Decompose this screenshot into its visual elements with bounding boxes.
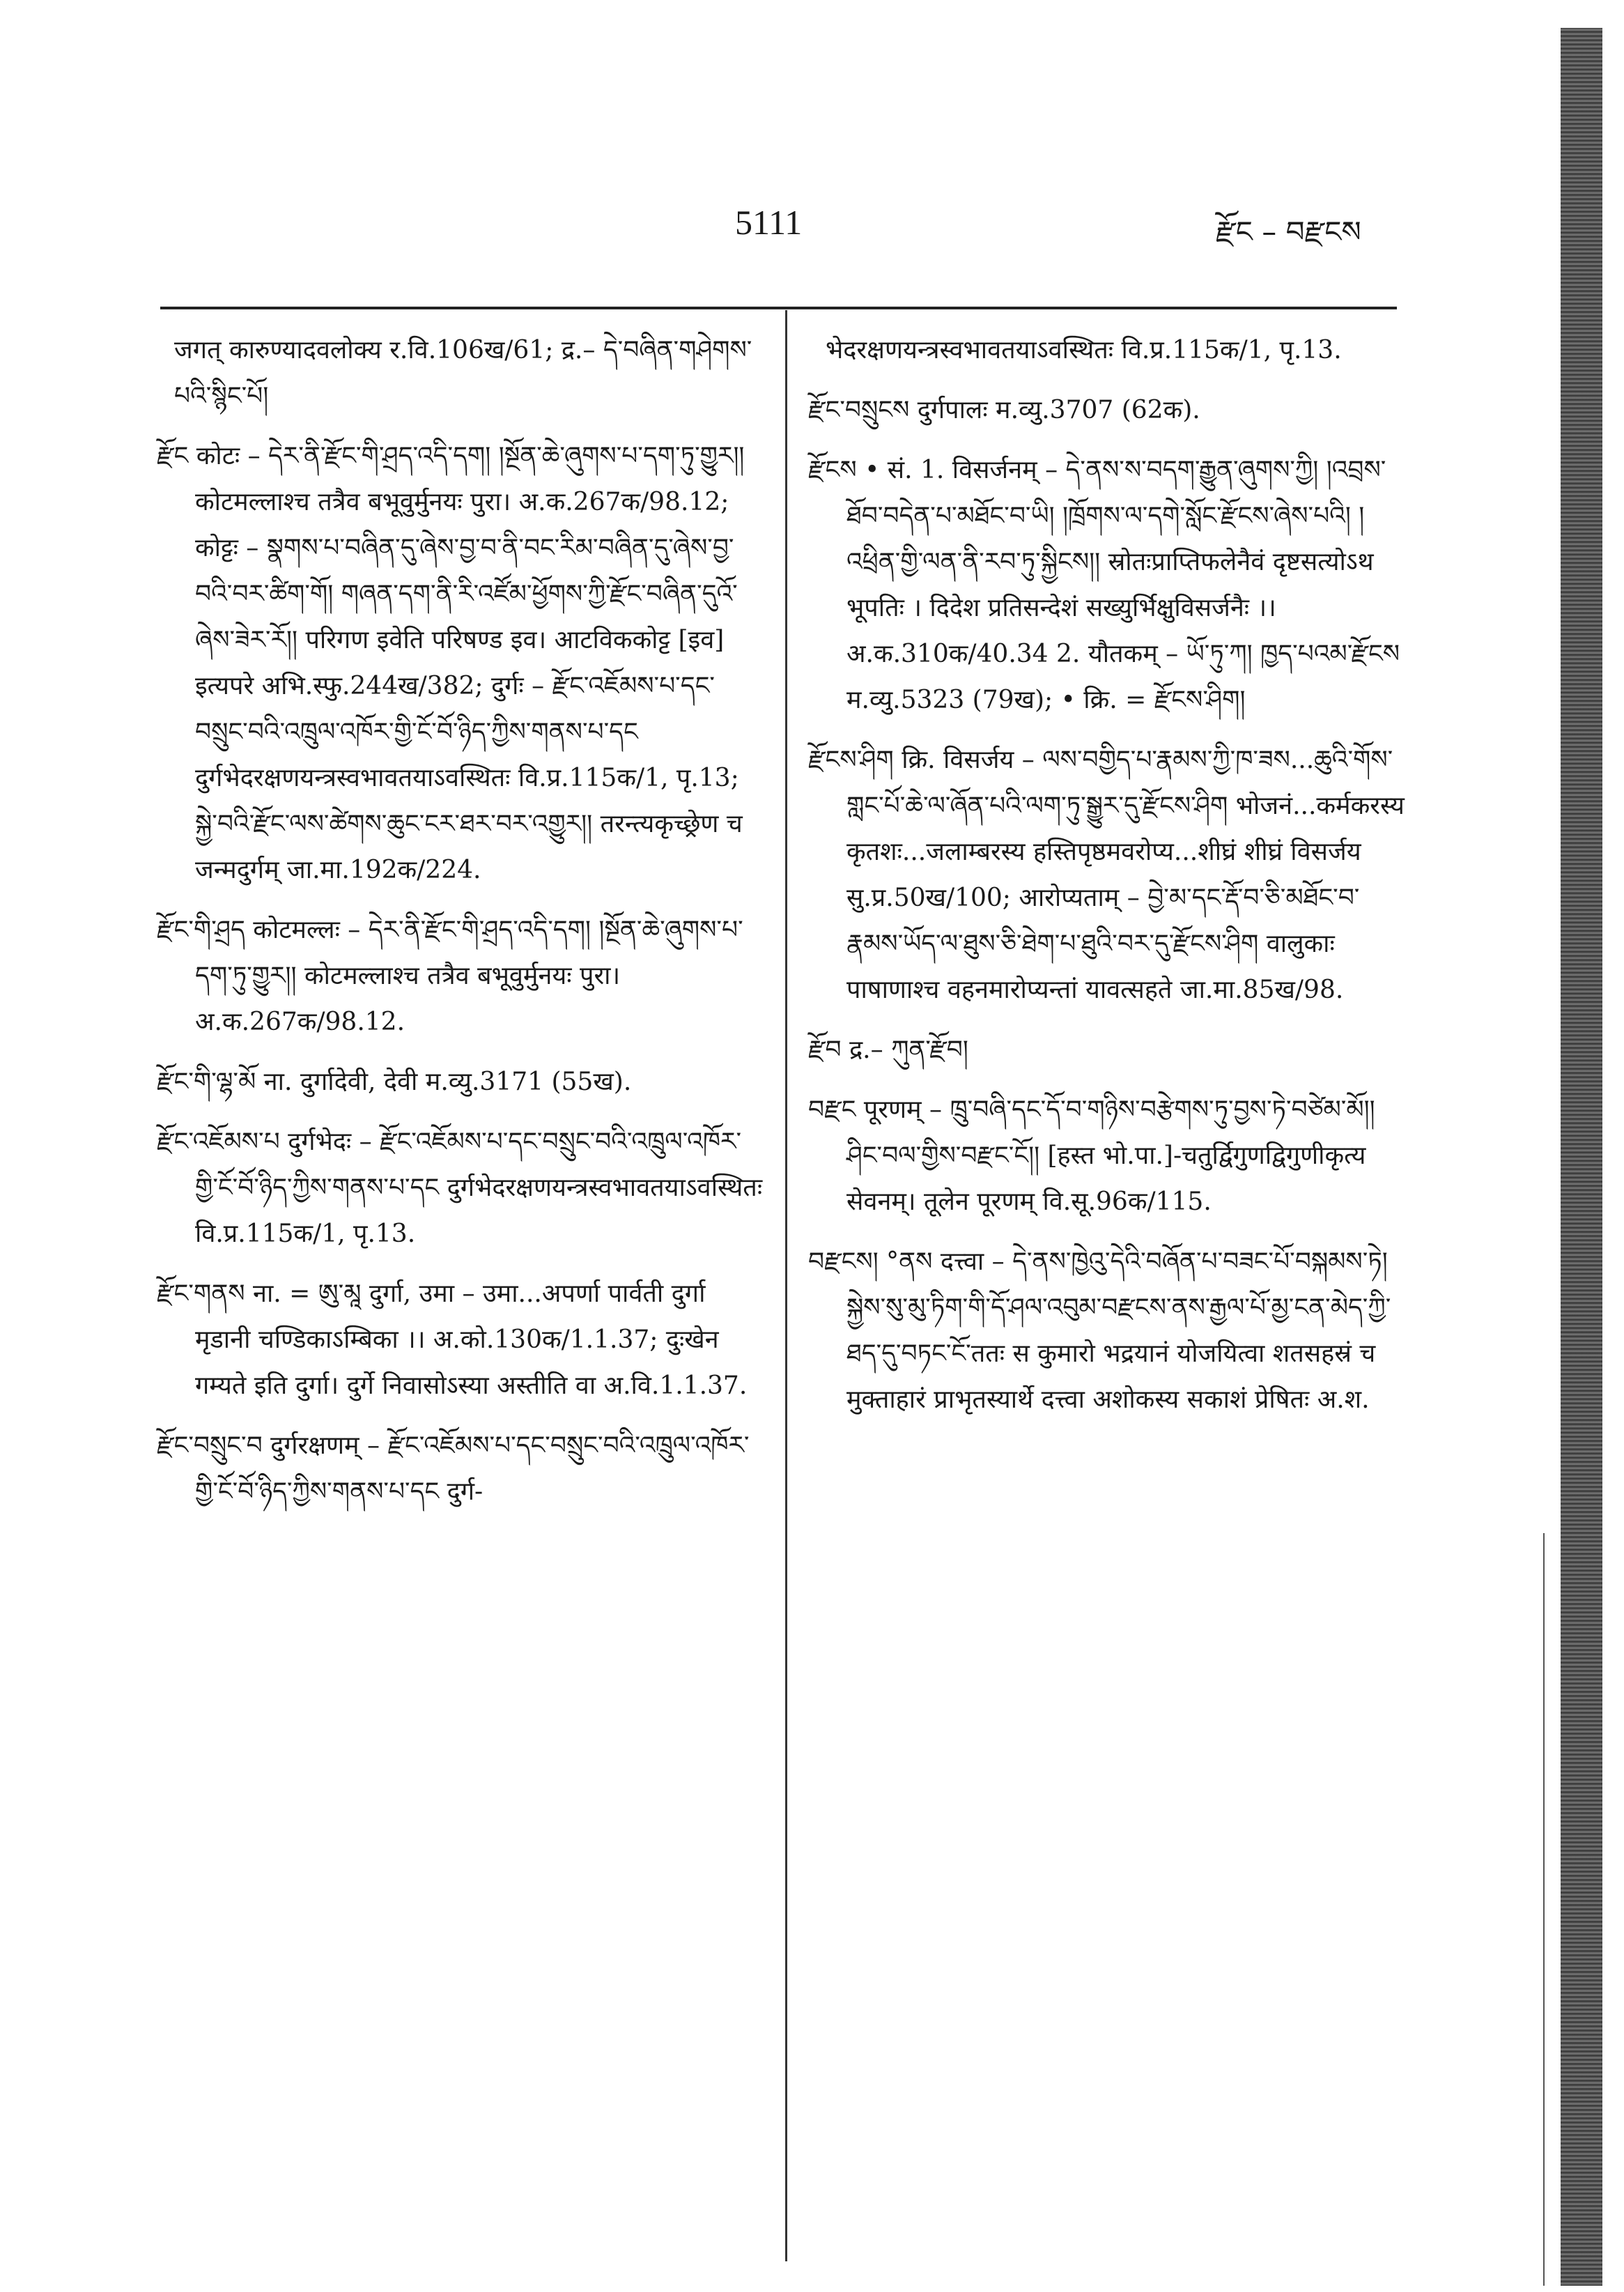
- dictionary-entry: རྫོང་འཇོམས་པ दुर्गभेदः – རྫོང་འཇོམས་པ་དང་བསྲུང་བའི་འཁྲུལ་འཁོར་གྱི་ངོ་བོ་ཉིད་ཀྱིས་གནས་པ་དང दुर्गभेदरक्षणयन्त्रस्वभावतयाऽवस्थितः वि.प्र.115क/1, पृ.13.: [157, 1128, 763, 1248]
- dictionary-entry: རྫོང་བསྲུང་བ दुर्गरक्षणम् – རྫོང་འཇོམས་པ་དང་བསྲུང་བའི་འཁྲུལ་འཁོར་གྱི་ངོ་བོ་ཉིད་ཀྱིས་གནས་པ་དང दुर्ग-: [157, 1431, 750, 1506]
- dictionary-entry: བརྫང पूरणम् – ཁྲུ་བཞི་དང་དོ་བ་གཉིས་བརྩེགས་ཏུ་བྱས་ཏེ་བཙེམ་མོ།། ཤིང་བལ་གྱིས་བརྫང་ངོ།། [हस्त भो.पा.]-चतुर्द्विगुणद्विगुणीकृत्य सेवनम्। तूलेन पूरणम् वि.सू.96क/115.: [808, 1095, 1375, 1216]
- header-rule: [160, 307, 1397, 309]
- scan-edge-strip: [1561, 28, 1602, 2286]
- running-head: རྫོང – བརྫངས: [1216, 215, 1361, 249]
- dictionary-entry: རྫོང कोटः – དེར་ནི་རྫོང་གི་ཤྲད་འདི་དག། །སྔོན་ཆེ་ཞུགས་པ་དག་ཏུ་གྱུར།། कोटमल्लाश्च तत्रैव बभूवुर्मुनयः पुरा। अ.क.267क/98.12; कोट्टः – སྣགས་པ་བཞིན་དུ་ཞེས་བྱ་བ་ནི་བང་རིམ་བཞིན་དུ་ཞེས་བྱ་བའི་བར་ཚིག་གོ། གཞན་དག་ནི་རི་འཛོམ་ཕྱོགས་ཀྱི་རྫོང་བཞིན་དུའོ་ཞེས་ཟེར་རོ།། परिगण इवेति परिषण्ड इव। आटविककोट्ट [इव] इत्यपरे अभि.स्फु.244ख/382; दुर्गः – རྫོང་འཇོམས་པ་དང་བསྲུང་བའི་འཁྲུལ་འཁོར་གྱི་ངོ་བོ་ཉིད་ཀྱིས་གནས་པ་དང दुर्गभेदरक्षणयन्त्रस्वभावतयाऽवस्थितः वि.प्र.115क/1, पृ.13; སྐྱེ་བའི་རྫོང་ལས་ཚེགས་ཆུང་ངར་ཐར་བར་འགྱུར།། तरन्त्यकृच्छ्रेण च जन्मदुर्गम् जा.मा.192क/224.: [157, 442, 745, 884]
- dictionary-entry: རྫོབ द्र.– ཀུན་རྫོབ།: [808, 1036, 968, 1064]
- dictionary-entry: རྫོང་གི་ཤྲད कोटमल्लः – དེར་ནི་རྫོང་གི་ཤྲད་འདི་དག། །སྔོན་ཆེ་ཞུགས་པ་དག་ཏུ་གྱུར།། कोटमल्लाश्च तत्रैव बभूवुर्मुनयः पुरा। अ.क.267क/98.12.: [157, 916, 743, 1036]
- dictionary-entry: རྫོངས • सं. 1. विसर्जनम् – དེ་ནས་ས་བདག་རྒྱུན་ཞུགས་ཀྱི། །འབྲས་ཐོབ་བདེན་པ་མཐོང་བ་ཡི། །ཁྲོགས་ལ་དགེ་སློང་རྫོངས་ཞེས་པའི། །འཕྲིན་གྱི་ལན་ནི་རབ་ཏུ་སྐྱིངས།། स्रोतःप्राप्तिफलेनैवं दृष्टसत्योऽथ भूपतिः । दिदेश प्रतिसन्देशं सख्युर्भिक्षुविसर्जनैः ।। अ.क.310क/40.34 2. यौतकम् – ཡོ་ཏུ་ཀ། ཁྱད་པའམ་རྫོངས म.व्यु.5323 (79ख); • क्रि. = རྫོངས་ཤིག།: [808, 456, 1400, 714]
- dictionary-entry: भेदरक्षणयन्त्रस्वभावतयाऽवस्थितः वि.प्र.115क/1, पृ.13.: [826, 336, 1342, 364]
- scan-edge-line: [1543, 1533, 1545, 2286]
- dictionary-entry: རྫོངས་ཤིག क्रि. विसर्जय – ལས་བགྱིད་པ་རྣམས་ཀྱི་ཁ་ཟས...ཆུའི་གོས་གླང་པོ་ཆེ་ལ་ཞོན་པའི་ལག་ཏུ་སྒྱུར་དུ་རྫོངས་ཤིག भोजनं...कर्मकरस्य कृतशः...जलाम्बरस्य हस्तिपृष्ठमवरोप्य...शीघ्रं शीघ्रं विसर्जय सु.प्र.50ख/100; आरोप्यताम् – བྱེ་མ་དང་རྡོ་བ་ཅི་མཐོང་བ་རྣམས་ཡོད་ལ་ཐུས་ཅི་ཐེག་པ་ཐུའི་བར་དུ་རྫོངས་ཤིག वालुकाः पाषाणाश्च वहनमारोप्यन्तां यावत्सहते जा.मा.85ख/98.: [808, 746, 1405, 1004]
- dictionary-entry: जगत् कारुण्यादवलोक्य र.वि.106ख/61; द्र.– དེ་བཞིན་གཤེགས་པའི་སྙིང་པོ།: [174, 336, 752, 410]
- column-divider: [785, 310, 787, 2261]
- dictionary-entry: རྫོང་གི་ལྷ་མོ ना. दुर्गादेवी, देवी म.व्यु.3171 (55ख).: [157, 1068, 632, 1096]
- dictionary-entry: རྫོང་བསྲུངས दुर्गपालः म.व्यु.3707 (62क).: [808, 396, 1200, 424]
- page-number: 5111: [735, 203, 803, 242]
- right-column: [808, 328, 1407, 1437]
- dictionary-entry: རྫོང་གནས ना. = ཨུ་མཱ दुर्गा, उमा – उमा...अपर्णा पार्वती दुर्गा मृडानी चण्डिकाऽम्बिका ।। अ.को.130क/1.1.37; दुःखेन गम्यते इति दुर्गा। दुर्गे निवासोऽस्या अस्तीति वा अ.वि.1.1.37.: [157, 1279, 748, 1400]
- left-column: [157, 328, 763, 1529]
- dictionary-entry: བརྫངས། °ནས दत्त्वा – དེ་ནས་ཁྱེའུ་དེའི་བཞོན་པ་བཟང་པོ་བསྐམས་ཏེ། སྐྱེས་སུ་མུ་ཏིག་གི་དོ་ཤལ་འབུམ་བརྫངས་ནས་རྒྱལ་པོ་མྱ་ངན་མེད་ཀྱི་ཐད་དུ་བཏང་ངོ་ततः स कुमारो भद्रयानं योजयित्वा शतसहस्रं च मुक्ताहारं प्राभृतस्यार्थे दत्त्वा अशोकस्य सकाशं प्रेषितः अ.श.: [808, 1247, 1391, 1414]
